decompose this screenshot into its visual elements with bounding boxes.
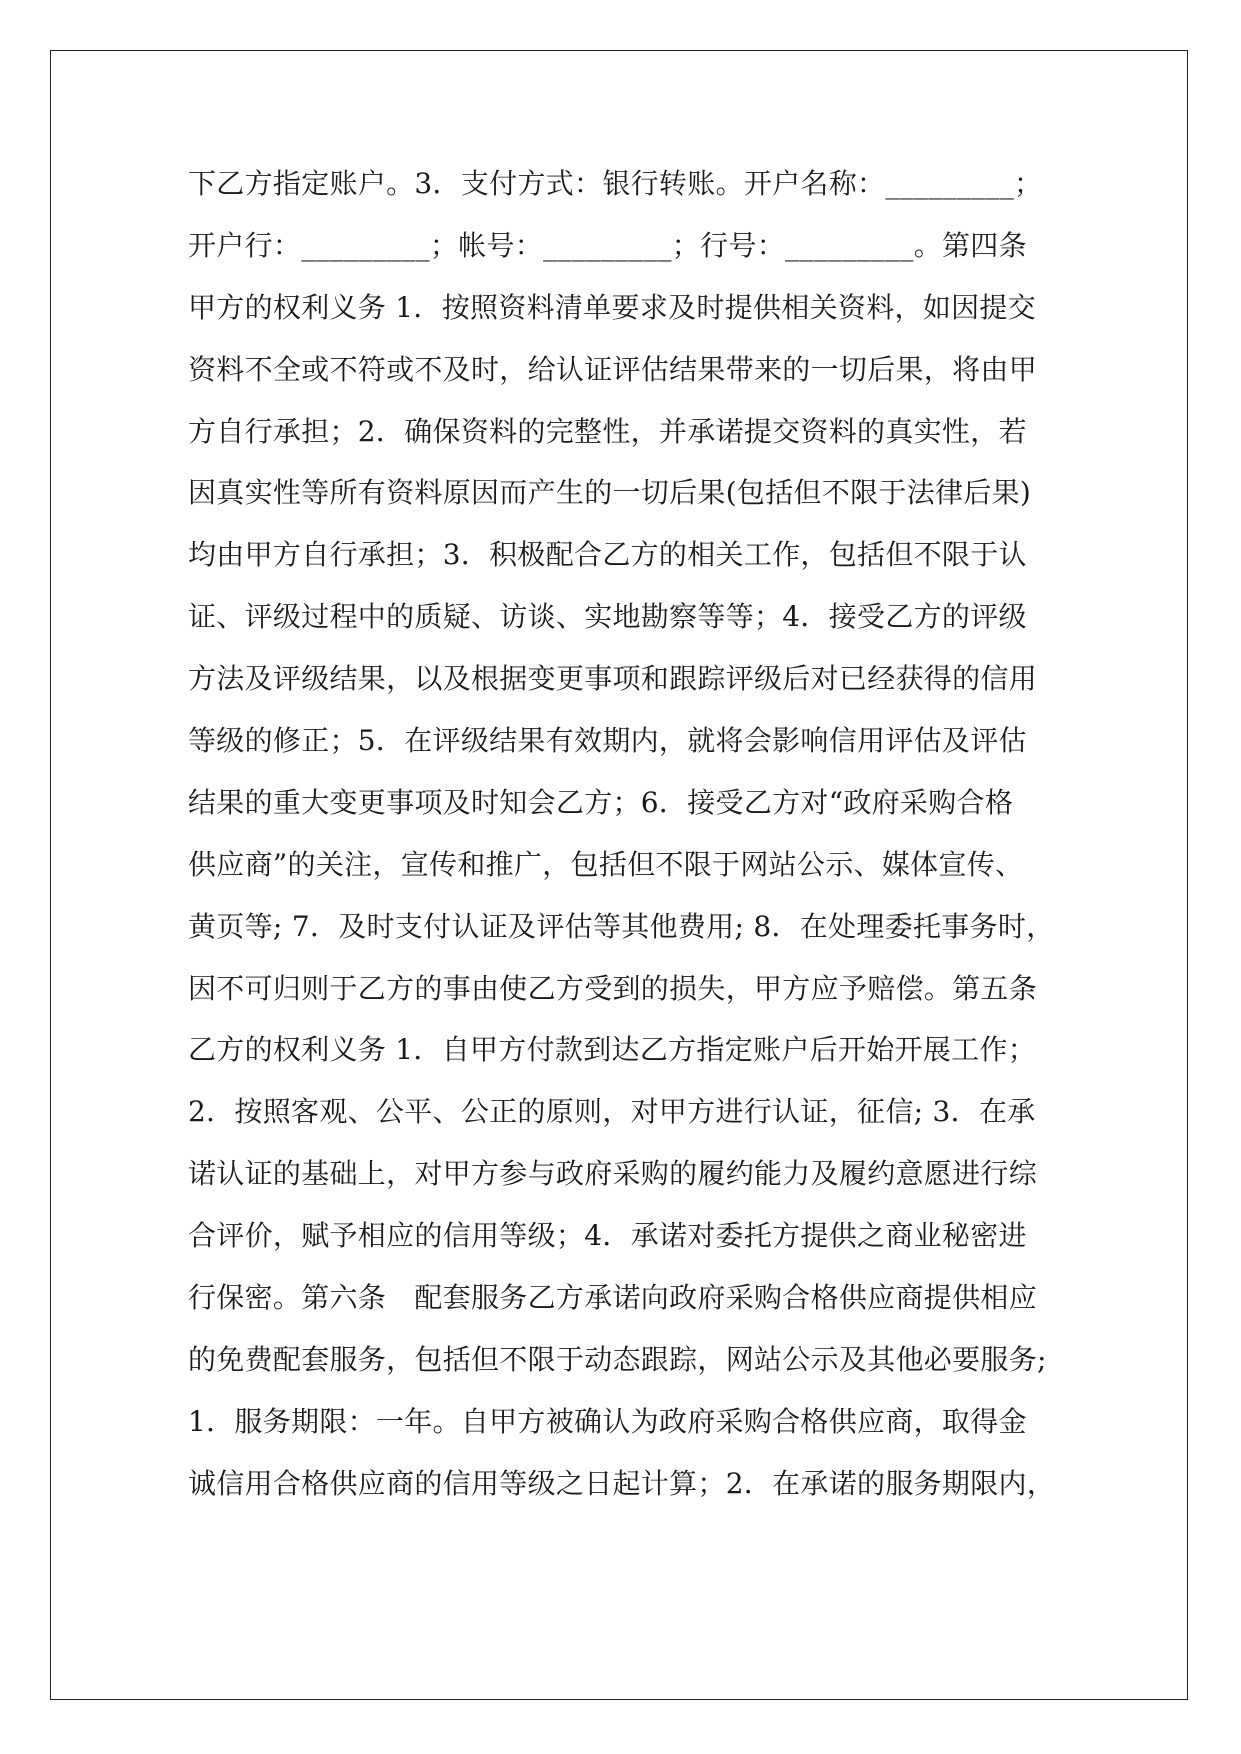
text-line: 的免费配套服务，包括但不限于动态跟踪，网站公示及其他必要服务; xyxy=(188,1342,1047,1376)
text-line: 乙方的权利义务 1．自甲方付款到达乙方指定账户后开始开展工作； xyxy=(188,1033,1037,1067)
text-line: 证、评级过程中的质疑、访谈、实地勘察等等；4．接受乙方的评级 xyxy=(188,600,1027,634)
text-line: 供应商”的关注，宣传和推广，包括但不限于网站公示、媒体宣传、 xyxy=(188,847,1024,881)
text-line: 均由甲方自行承担；3．积极配合乙方的相关工作，包括但不限于认 xyxy=(188,538,1027,572)
text-line: 方自行承担；2．确保资料的完整性，并承诺提交资料的真实性，若 xyxy=(188,414,1027,448)
text-line: 因真实性等所有资料原因而产生的一切后果(包括但不限于法律后果) xyxy=(188,476,1032,510)
text-line: 合评价，赋予相应的信用等级；4．承诺对委托方提供之商业秘密进 xyxy=(188,1219,1027,1253)
text-line: 1．服务期限：一年。自甲方被确认为政府采购合格供应商，取得金 xyxy=(188,1404,1027,1438)
text-line: 下乙方指定账户。3．支付方式：银行转账。开户名称：_________； xyxy=(188,167,1043,200)
text-line: 等级的修正；5．在评级结果有效期内，就将会影响信用评估及评估 xyxy=(188,724,1027,758)
text-line: 2．按照客观、公平、公正的原则，对甲方进行认证，征信; 3．在承 xyxy=(188,1095,1036,1129)
text-line: 甲方的权利义务 1．按照资料清单要求及时提供相关资料，如因提交 xyxy=(188,290,1037,324)
text-line: 因不可归则于乙方的事由使乙方受到的损失，甲方应予赔偿。第五条 xyxy=(188,971,1038,1005)
text-line: 行保密。第六条 配套服务乙方承诺向政府采购合格供应商提供相应 xyxy=(188,1281,1038,1315)
text-line: 开户行：_________；帐号：_________；行号：_________。第四条 xyxy=(188,228,1027,262)
text-line: 诚信用合格供应商的信用等级之日起计算；2．在承诺的服务期限内， xyxy=(188,1466,1056,1500)
text-line: 结果的重大变更事项及时知会乙方；6．接受乙方对“政府采购合格 xyxy=(188,785,1014,819)
text-line: 黄页等; 7．及时支付认证及评估等其他费用; 8．在处理委托事务时， xyxy=(188,909,1055,943)
text-line: 资料不全或不符或不及时，给认证评估结果带来的一切后果，将由甲 xyxy=(188,352,1038,386)
text-line: 方法及评级结果，以及根据变更事项和跟踪评级后对已经获得的信用 xyxy=(188,662,1038,696)
document-body xyxy=(188,159,1060,1521)
text-line: 诺认证的基础上，对甲方参与政府采购的履约能力及履约意愿进行综 xyxy=(188,1157,1038,1191)
